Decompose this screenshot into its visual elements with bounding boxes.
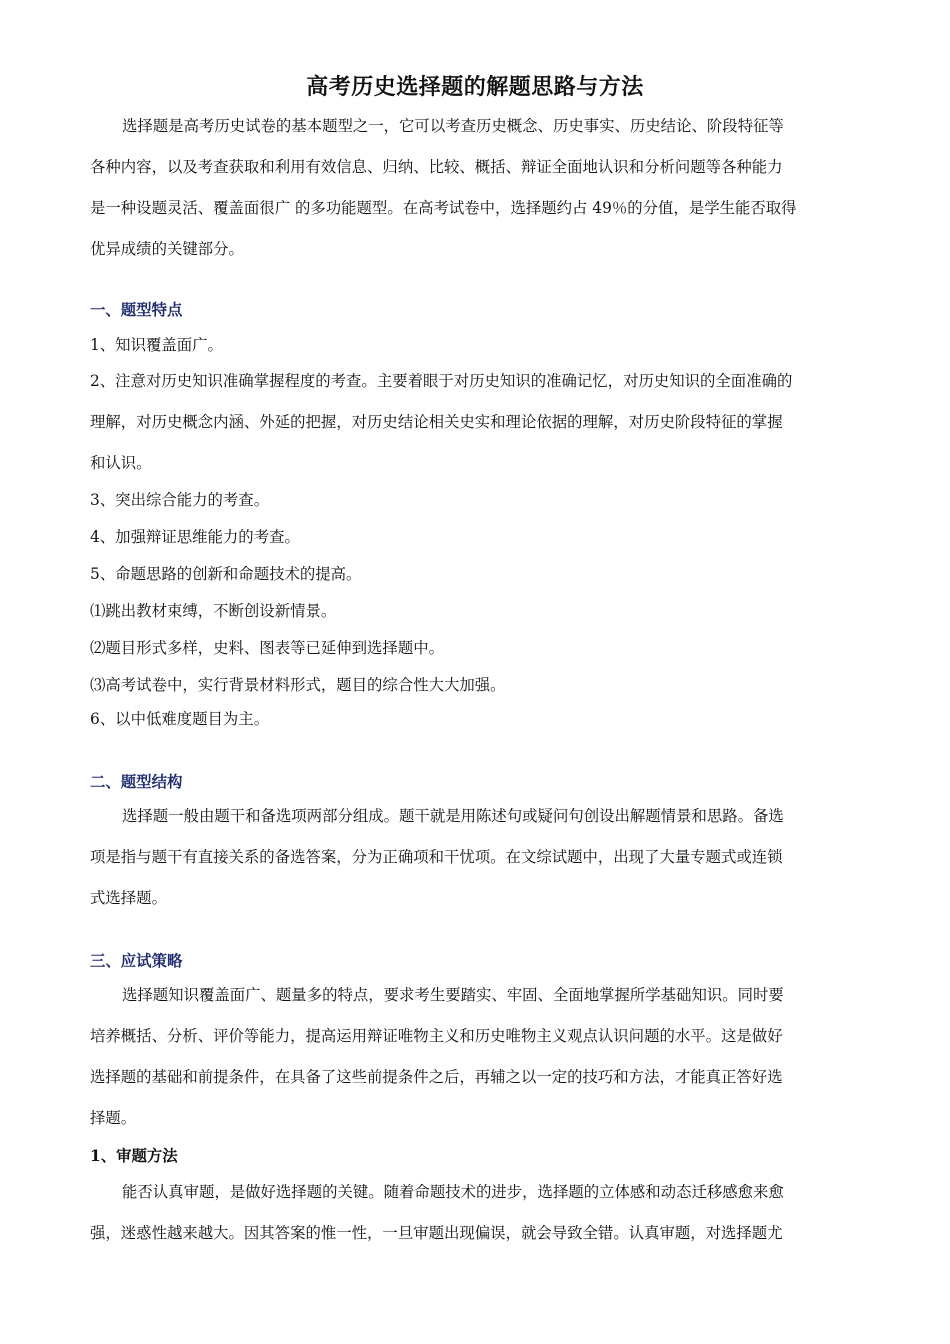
section-heading-strategy: 三、应试策略 <box>90 952 183 970</box>
list-item: 4、加强辩证思维能力的考查。 <box>90 528 300 546</box>
paragraph-line: 项是指与题干有直接关系的备选答案，分为正确项和干忧项。在文综试题中，出现了大量专题式或连锁 <box>90 848 783 866</box>
list-item: 5、命题思路的创新和命题技术的提高。 <box>90 565 362 583</box>
paragraph-line: 式选择题。 <box>90 889 167 907</box>
section-heading-features: 一、题型特点 <box>90 301 183 319</box>
paragraph-line: 择题。 <box>90 1109 137 1127</box>
paragraph-line: 强，迷惑性越来越大。因其答案的惟一性，一旦审题出现偏误，就会导致全错。认真审题，对选择题尤 <box>90 1224 783 1242</box>
list-item: 6、以中低难度题目为主。 <box>90 710 270 728</box>
paragraph-line: 培养概括、分析、评价等能力，提高运用辩证唯物主义和历史唯物主义观点认识问题的水平。这是做好 <box>90 1027 783 1045</box>
sub-list-item: ⑵题目形式多样，史料、图表等已延伸到选择题中。 <box>90 639 444 657</box>
intro-line: 选择题是高考历史试卷的基本题型之一，它可以考查历史概念、历史事实、历史结论、阶段特征等 <box>122 117 784 135</box>
subsection-heading-review: 1、审题方法 <box>90 1147 178 1165</box>
list-item-paragraph <box>90 361 860 484</box>
sub-list-item: ⑴跳出教材束缚，不断创设新情景。 <box>90 602 337 620</box>
paragraph-line: 选择题知识覆盖面广、题量多的特点，要求考生要踏实、牢固、全面地掌握所学基础知识。同时要 <box>122 986 784 1004</box>
list-item-line: 和认识。 <box>90 454 152 472</box>
review-paragraph <box>90 1172 860 1254</box>
list-item: 3、突出综合能力的考查。 <box>90 491 270 509</box>
sub-list-item: ⑶高考试卷中，实行背景材料形式，题目的综合性大大加强。 <box>90 676 506 694</box>
intro-line: 优异成绩的关键部分。 <box>90 240 244 258</box>
structure-paragraph <box>90 796 860 919</box>
intro-paragraph <box>90 106 860 270</box>
paragraph-line: 选择题一般由题干和备选项两部分组成。题干就是用陈述句或疑问句创设出解题情景和思路。备选 <box>122 807 784 825</box>
intro-line: 是一种设题灵活、覆盖面很广 的多功能题型。在高考试卷中，选择题约占 49％的分值，是学生能否取得 <box>90 199 797 217</box>
paragraph-line: 能否认真审题，是做好选择题的关键。随着命题技术的进步，选择题的立体感和动态迁移感愈来愈 <box>122 1183 784 1201</box>
document-title: 高考历史选择题的解题思路与方法 <box>306 74 644 100</box>
list-item-line: 理解，对历史概念内涵、外延的把握，对历史结论相关史实和理论依据的理解，对历史阶段特征的掌握 <box>90 413 783 431</box>
section-heading-structure: 二、题型结构 <box>90 773 183 791</box>
list-item: 1、知识覆盖面广。 <box>90 336 223 354</box>
intro-line: 各种内容，以及考查获取和利用有效信息、归纳、比较、概括、辩证全面地认识和分析问题等各种能力 <box>90 158 783 176</box>
strategy-paragraph <box>90 975 860 1139</box>
paragraph-line: 选择题的基础和前提条件，在具备了这些前提条件之后，再辅之以一定的技巧和方法，才能真正答好选 <box>90 1068 783 1086</box>
list-item-line: 2、注意对历史知识准确掌握程度的考查。主要着眼于对历史知识的准确记忆，对历史知识的全面准确的 <box>90 372 793 390</box>
